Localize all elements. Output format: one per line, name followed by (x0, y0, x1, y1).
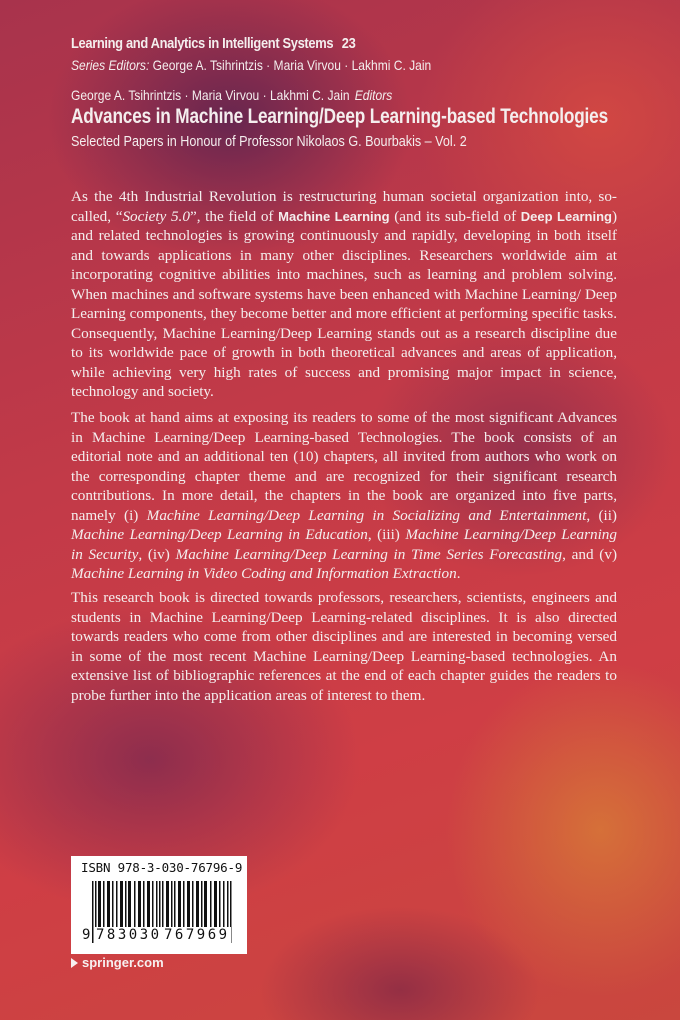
highlight-deep-learning: Deep Learning (520, 208, 612, 224)
isbn-label: ISBN 978-3-030-76796-9 (81, 860, 243, 875)
text-run: ”, the field of (189, 207, 279, 225)
series-editors-names: George A. Tsihrintzis · Maria Virvou · Lakhmi C. Jain (152, 57, 432, 73)
blurb-paragraph-3: This research book is directed towards professors, researchers, scientists, engineers and students in Machine Learning/Deep Learning-related disciplines. It is also directed towards readers who come from other disciplines and are interested in becoming versed in some of the most recent Machine Learning/Deep Learning-based technologies. An extensive list of bibliographic references at the end of each chapter guides the readers to probe further into the application areas of interest to them. (71, 589, 617, 704)
series-name: Learning and Analytics in Intelligent Systems (71, 35, 334, 52)
barcode-digits-left: 783030 (96, 927, 162, 943)
springer-link-text: springer.com (82, 955, 164, 970)
text-run: ) and related technologies is growing continuously and rapidly, developing in both itself and towards applications in many other disciplines. Researchers worldwide aim at incorporating cognitive abilities into machines, such as learning and problem solving. When machines and software systems have been enhanced with Machine Learning/ Deep Learning components, they become better and more efficient at performing specific tasks. Consequently, Machine Learning/Deep Learning stands out as a research discipline due to its worldwide pace of growth in both theoretical advances and areas of application, while achieving very high rates of success and promising major impact in science, technology and society. (71, 207, 618, 400)
book-editors-names: George A. Tsihrintzis · Maria Virvou · Lakhmi C. Jain (71, 87, 350, 103)
text-run: The book at hand aims at exposing its readers to some of the most significant Advances in Machine Learning/Deep Learning-based Technologies. The book consists of an editorial note and an additional ten (10) chapters, all invited from authors who work on the corresponding chapter theme and are recognized for their significant research contributions. In more detail, the chapters in the book are organized into five parts, namely (i) (71, 409, 617, 524)
highlight-machine-learning: Machine Learning (278, 208, 390, 224)
text-run: , (iv) (138, 545, 176, 563)
triangle-right-icon (71, 958, 78, 968)
springer-link[interactable] (71, 955, 164, 970)
text-run: , (iii) (367, 526, 406, 543)
part-title-4: Machine Learning/Deep Learning in Time Series Forecasting (175, 545, 563, 563)
isbn-barcode (71, 856, 247, 954)
part-title-3: Machine Learning/Deep Learning in Security (71, 526, 617, 563)
barcode-digits-right: 767969 (164, 927, 230, 943)
barcode-digit-first: 9 (82, 927, 91, 943)
part-title-5: Machine Learning in Video Coding and Information Extraction (71, 565, 457, 582)
series-editors (71, 57, 431, 73)
book-title: Advances in Machine Learning/Deep Learning-based Technologies (71, 105, 609, 128)
text-run: (and its sub-field of (389, 207, 521, 225)
emphasis-society: Society 5.0 (122, 207, 190, 225)
part-title-2: Machine Learning/Deep Learning in Education (71, 526, 368, 543)
book-editors-label: Editors (354, 87, 393, 103)
book-editors (71, 87, 392, 103)
part-title-1: Machine Learning/Deep Learning in Socializing and Entertainment (146, 506, 587, 524)
blurb-paragraph-1 (71, 187, 617, 402)
text-run: As the 4th Industrial Revolution is restructuring human societal organization into, so-called, “ (71, 188, 617, 225)
blurb-paragraph-2 (71, 408, 617, 584)
text-run: . (456, 565, 461, 582)
text-run: , and (v) (562, 545, 618, 563)
book-subtitle: Selected Papers in Honour of Professor Nikolaos G. Bourbakis – Vol. 2 (71, 133, 467, 150)
series-editors-label: Series Editors: (71, 57, 150, 73)
series-volume: 23 (341, 35, 356, 52)
text-run: , (ii) (586, 506, 617, 524)
series-title (71, 35, 355, 52)
